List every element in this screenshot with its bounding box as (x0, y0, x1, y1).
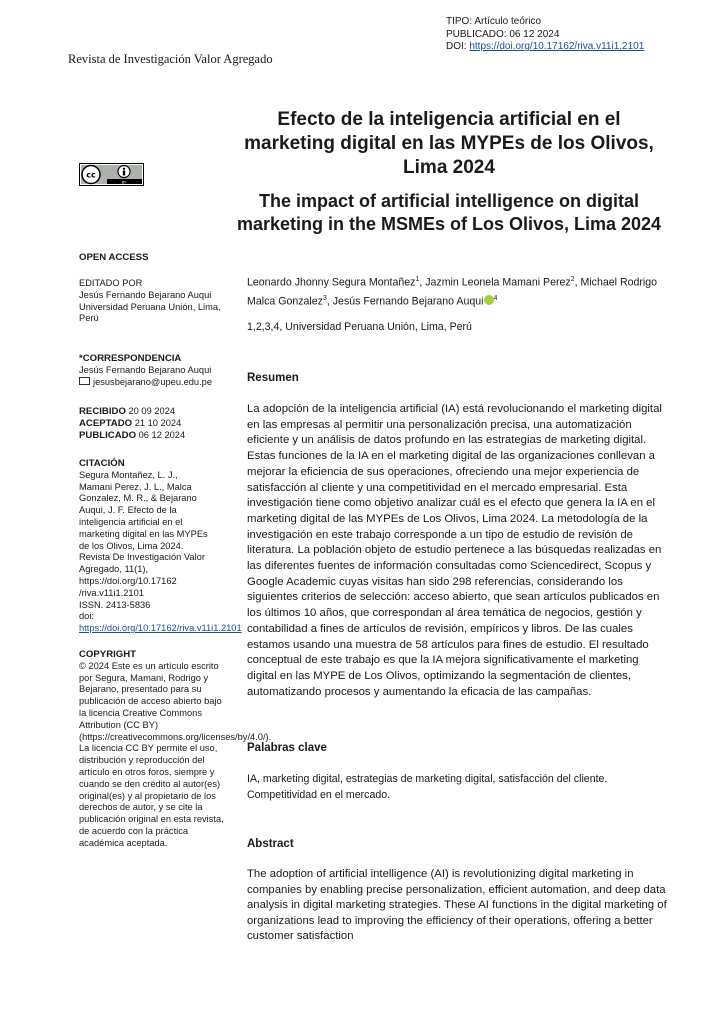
open-access-text: OPEN ACCESS (79, 252, 149, 263)
citation-label: CITACIÓN (79, 458, 125, 469)
author-1-sup: 1 (415, 276, 420, 283)
keywords-heading: Palabras clave (247, 742, 327, 754)
citation-doi-link[interactable]: https://doi.org/10.17162/riva.v11i1.2101 (79, 623, 242, 634)
article-meta (446, 16, 644, 54)
published-label: PUBLICADO (79, 429, 137, 441)
doi-line (446, 41, 644, 54)
editor-block (79, 278, 229, 325)
author-3-sup: 3 (322, 294, 327, 302)
orcid-icon[interactable] (484, 295, 494, 305)
correspondence-label: *CORRESPONDENCIA (79, 353, 182, 364)
citation-doi-label: doi: (79, 611, 94, 622)
copyright-text: © 2024 Este es un artículo escrito por Segura, Mamani, Rodrigo y Bejarano, presentado para su publicación de acceso abierto bajo la licencia Creative Commons Attribution (CC BY) (https://creativecommons.org/licenses/by/4.0/). La licencia CC BY permite el uso, distribución y reproducción del artículo en otros foros, siempre y cuando se den crédito al autor(es) original(es) y al propietario de los derechos de autor, y se cite la publicación original en esta revista, de acuerdo con la práctica académica aceptada. (79, 660, 272, 848)
correspondence-block (79, 353, 229, 388)
cc-by-license-badge[interactable] (79, 163, 144, 186)
copyright-label: COPYRIGHT (79, 649, 137, 660)
resumen-heading: Resumen (247, 372, 299, 384)
abstract-text: The adoption of artificial intelligence (AI) is revolutionizing digital marketing in companies by enabling precise personalization, efficient automation, and deep data analysis in digital marketing strategies. These AI functions in the digital marketing of organizations lead to improving the efficiency of their operations, offering a better customer satisfaction (247, 868, 667, 942)
issn: ISSN. 2413-5836 (79, 599, 151, 610)
author-3: , Michael Rodrigo Malca Gonzalez (247, 276, 658, 308)
keywords-text: IA, marketing digital, estrategias de marketing digital, satisfacción del cliente. Competitividad en el mercado. (247, 773, 608, 801)
correspondence-email-line (79, 377, 229, 389)
by-text: BY (121, 180, 127, 185)
title-english: The impact of artificial intelligence on digital marketing in the MSMEs of Los Olivos, Lima 2024 (236, 191, 662, 234)
received-date: 20 09 2024 (125, 406, 176, 416)
author-4-sup: 4 (493, 294, 498, 302)
dates-block (79, 406, 229, 441)
accepted-label: ACEPTADO (79, 417, 133, 429)
correspondence-email[interactable]: jesusbejarano@upeu.edu.pe (93, 376, 213, 387)
mail-icon (79, 377, 90, 385)
journal-name: Revista de Investigación Valor Agregado (68, 52, 273, 66)
affiliation: 1,2,3,4, Universidad Peruana Unión, Lima, Perú (247, 321, 472, 333)
publish-date: PUBLICADO: 06 12 2024 (446, 28, 560, 40)
author-2-sup: 2 (570, 276, 575, 283)
editor-label: EDITADO POR (79, 278, 143, 288)
author-list (247, 272, 667, 309)
author-1: Leonardo Jhonny Segura Montañez (247, 276, 416, 289)
citation-text: Segura Montañez, L. J., Mamani Perez, J. L., Malca Gonzalez, M. R., & Bejarano Auqui, J. F. Efecto de la inteligencia artificial en el marketing digital en las MYPEs de los Olivos, Lima 2024. Revista De Investigación Valor Agregado, 11(1), https://doi.org/10.17162 /riva.v11i1.2101 (79, 469, 208, 598)
doi-label: DOI: (446, 41, 470, 52)
title-spanish: Efecto de la inteligencia artificial en el marketing digital en las MYPEs de los Olivos, Lima 2024 (244, 109, 654, 178)
published-date: 06 12 2024 (136, 429, 186, 440)
doi-link[interactable]: https://doi.org/10.17162/riva.v11i1.2101 (469, 41, 645, 52)
editor-text: Jesús Fernando Bejarano Auqui Universidad Peruana Unión, Lima, Perú (79, 289, 221, 324)
article-type: TIPO: Artículo teórico (446, 16, 542, 27)
open-access-label (79, 252, 229, 264)
cc-text: cc (86, 170, 96, 180)
received-label: RECIBIDO (79, 406, 126, 417)
citation-block (79, 458, 242, 635)
author-4: , Jesús Fernando Bejarano Auqui (326, 295, 484, 308)
correspondence-name: Jesús Fernando Bejarano Auqui (79, 364, 212, 375)
resumen-text: La adopción de la inteligencia artificial (IA) está revolucionando el marketing digital en las empresas al permitir una personalización precisa, una automatización eficiente y un análisis de datos profundo en las estrategias de marketing digital. Estas funciones de la IA en el marketing digital de las organizaciones conllevan a mejorar la eficiencia de sus operaciones, ofreciendo una mejor experiencia de satisfacción al cliente y una competitividad en el mercado empresarial. Esta investigación tiene como objetivo analizar cuál es el efecto que genera la IA en el marketing digital de las MYPEs de Los Olivos, Lima 2024. La metodología de la investigación en este trabajo corresponde a un tipo de estudio de revisión de literatura. La población objeto de estudio pertenece a las búsquedas realizadas en las diferentes fuentes de información consultadas como Sciencedirect, Scopus y Google Academic cuyas visitas han sido 298 referencias, considerando los siguientes criterios de selección: acceso abierto, que sean artículos publicados en los últimos 10 años, que correspondan al área temática de negocios, gestión y contabilidad a fines de artículos de revisión, empíricos y libros. De las cuales estamos usando una muestra de 58 artículos para fines de estudio. El resultado conceptual de este trabajo es que la IA mejora significativamente el marketing digital en las MYPE de Los Olivos, optimizando la segmentación de clientes, automatizando procesos y aumentando la eficacia de las campañas. (247, 403, 662, 698)
accepted-date: 21 10 2024 (132, 417, 182, 428)
author-2: , Jazmin Leonela Mamani Perez (419, 276, 571, 289)
abstract-heading: Abstract (247, 838, 294, 850)
